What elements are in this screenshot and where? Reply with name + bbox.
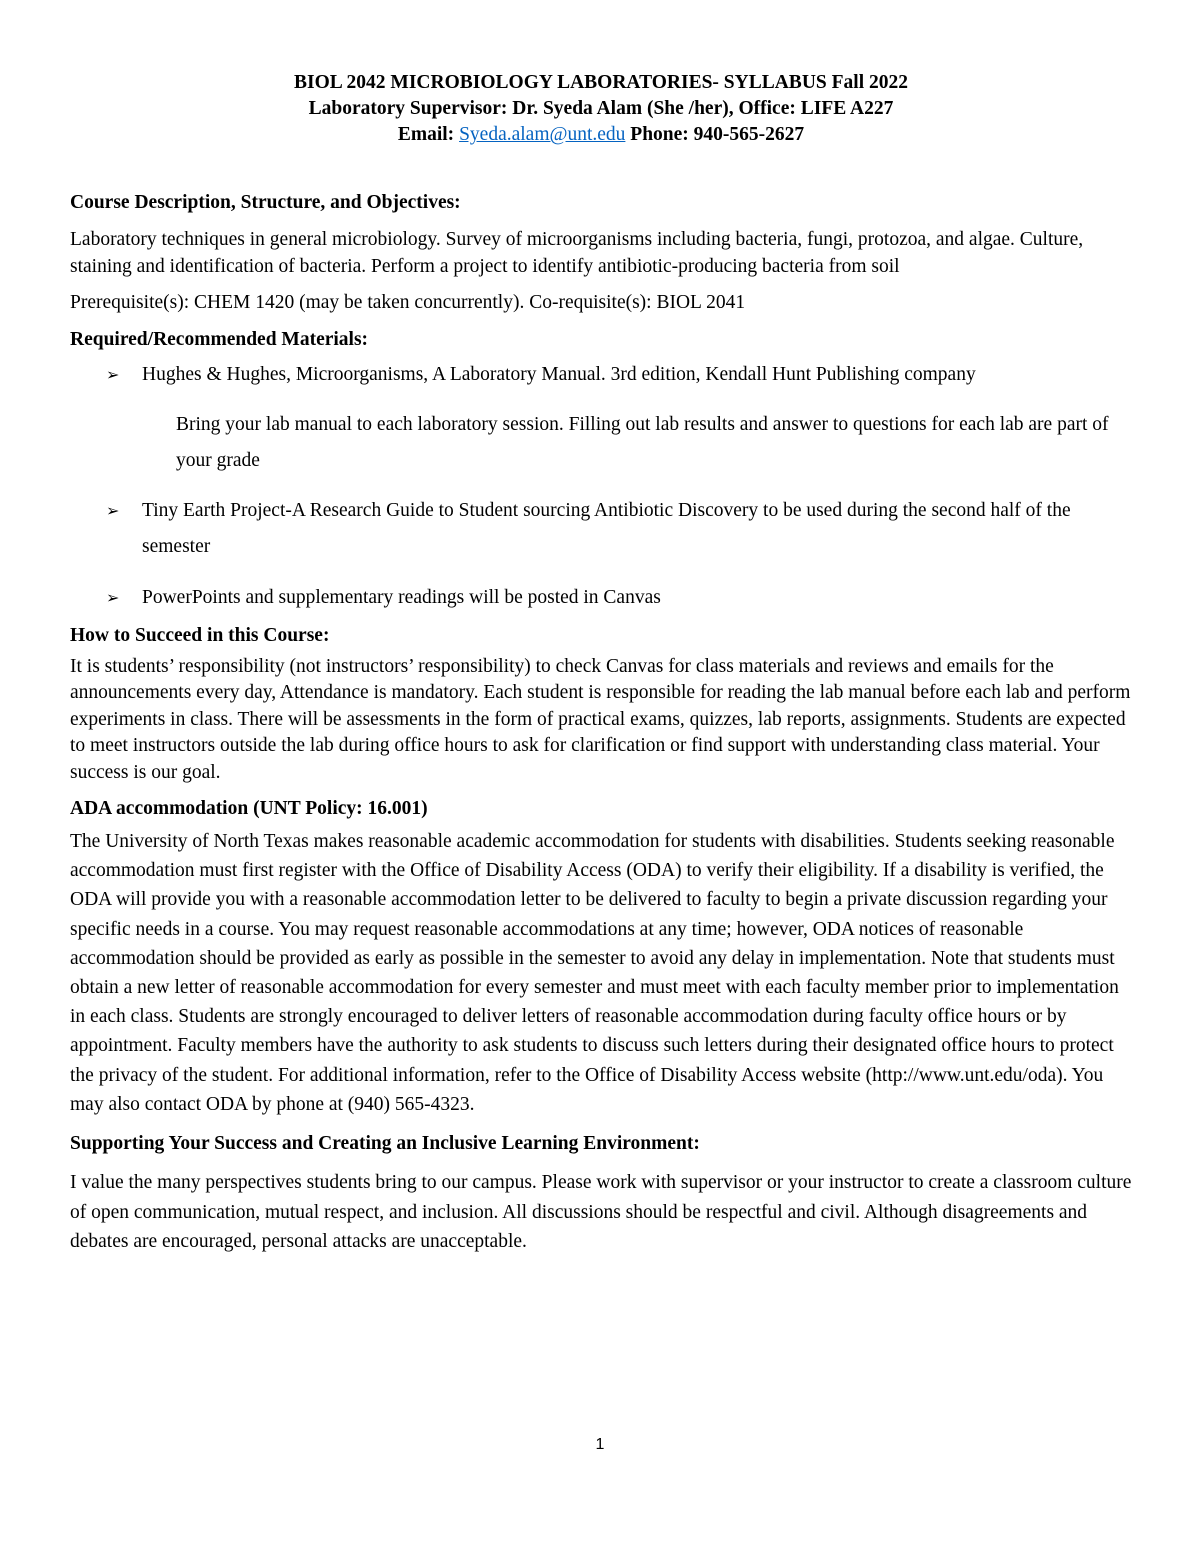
- lab-manual-note: Bring your lab manual to each laboratory session. Filling out lab results and answer to questions for each lab are part of your grade: [176, 413, 1109, 471]
- ada-body: The University of North Texas makes reasonable academic accommodation for students with disabilities. Students seeking reasonable accommodation must first register with the Office of Disability Access (ODA) to verify their eligibility. If a disability is verified, the ODA will provide you with a reasonable accommodation letter to be delivered to faculty to begin a private discussion regarding your specific needs in a course. You may request reasonable accommodations at any time; however, ODA notices of reasonable accommodation should be provided as early as possible in the semester to avoid any delay in implementation. Note that students must obtain a new letter of reasonable accommodation for every semester and must meet with each faculty member prior to implementation in each class. Students are strongly encouraged to deliver letters of reasonable accommodation during faculty office hours or by appointment. Faculty members have the authority to ask students to discuss such letters during their designated office hours to protect the privacy of the student. For additional information, refer to the Office of Disability Access website (http://www.unt.edu/oda). You may also contact ODA by phone at (940) 565-4323.: [70, 831, 1119, 1115]
- course-description-body: Laboratory techniques in general microbiology. Survey of microorganisms including bacteria, fungi, protozoa, and algae. Culture, staining and identification of bacteria. Perform a project to identify antibiotic-producing bacteria from soil: [70, 229, 1084, 277]
- materials-item-powerpoints: ➢ PowerPoints and supplementary readings will be posted in Canvas: [70, 581, 1132, 615]
- arrowhead-bullet-icon: ➢: [106, 364, 120, 384]
- email-label: Email:: [397, 124, 455, 145]
- prerequisites-text: Prerequisite(s): CHEM 1420 (may be taken concurrently). Co-requisite(s): BIOL 2041: [70, 292, 746, 313]
- email-link[interactable]: Syeda.alam@unt.edu: [459, 124, 626, 145]
- arrowhead-bullet-icon: ➢: [106, 587, 120, 607]
- syllabus-page: [70, 70, 1132, 1257]
- arrowhead-bullet-icon: ➢: [106, 500, 120, 520]
- materials-item-tiny-earth: ➢ Tiny Earth Project-A Research Guide to Student sourcing Antibiotic Discovery to be used during the second half of the semester: [70, 493, 1132, 565]
- inclusive-body: I value the many perspectives students bring to our campus. Please work with supervisor or your instructor to create a classroom culture of open communication, mutual respect, and inclusion. All discussions should be respectful and civil. Although disagreements and debates are encouraged, personal attacks are unacceptable.: [70, 1172, 1132, 1253]
- materials-item-lab-manual: ➢ Hughes & Hughes, Microorganisms, A Laboratory Manual. 3rd edition, Kendall Hunt Publishing company: [70, 361, 1132, 389]
- page-number: 1: [595, 1436, 605, 1453]
- course-description-heading: Course Description, Structure, and Objectives:: [70, 192, 461, 213]
- materials-heading: Required/Recommended Materials:: [70, 328, 369, 350]
- success-body: It is students’ responsibility (not instructors’ responsibility) to check Canvas for class materials and reviews and emails for the announcements every day, Attendance is mandatory. Each student is responsible for reading the lab manual before each lab and perform experiments in class. There will be assessments in the form of practical exams, quizzes, lab reports, assignments. Students are expected to meet instructors outside the lab during office hours to ask for clarification or find support with understanding class material. Your success is our goal.: [70, 655, 1131, 783]
- phone-text: Phone: 940-565-2627: [630, 124, 805, 145]
- supervisor-line: Laboratory Supervisor: Dr. Syeda Alam (She /her), Office: LIFE A227: [308, 98, 894, 119]
- course-title: BIOL 2042 MICROBIOLOGY LABORATORIES- SYLLABUS Fall 2022: [293, 72, 908, 93]
- contact-line: [70, 122, 1132, 148]
- inclusive-heading: Supporting Your Success and Creating an Inclusive Learning Environment:: [70, 1133, 700, 1155]
- success-heading: How to Succeed in this Course:: [70, 624, 330, 646]
- document-header: [70, 70, 1132, 148]
- ada-heading: ADA accommodation (UNT Policy: 16.001): [70, 798, 428, 819]
